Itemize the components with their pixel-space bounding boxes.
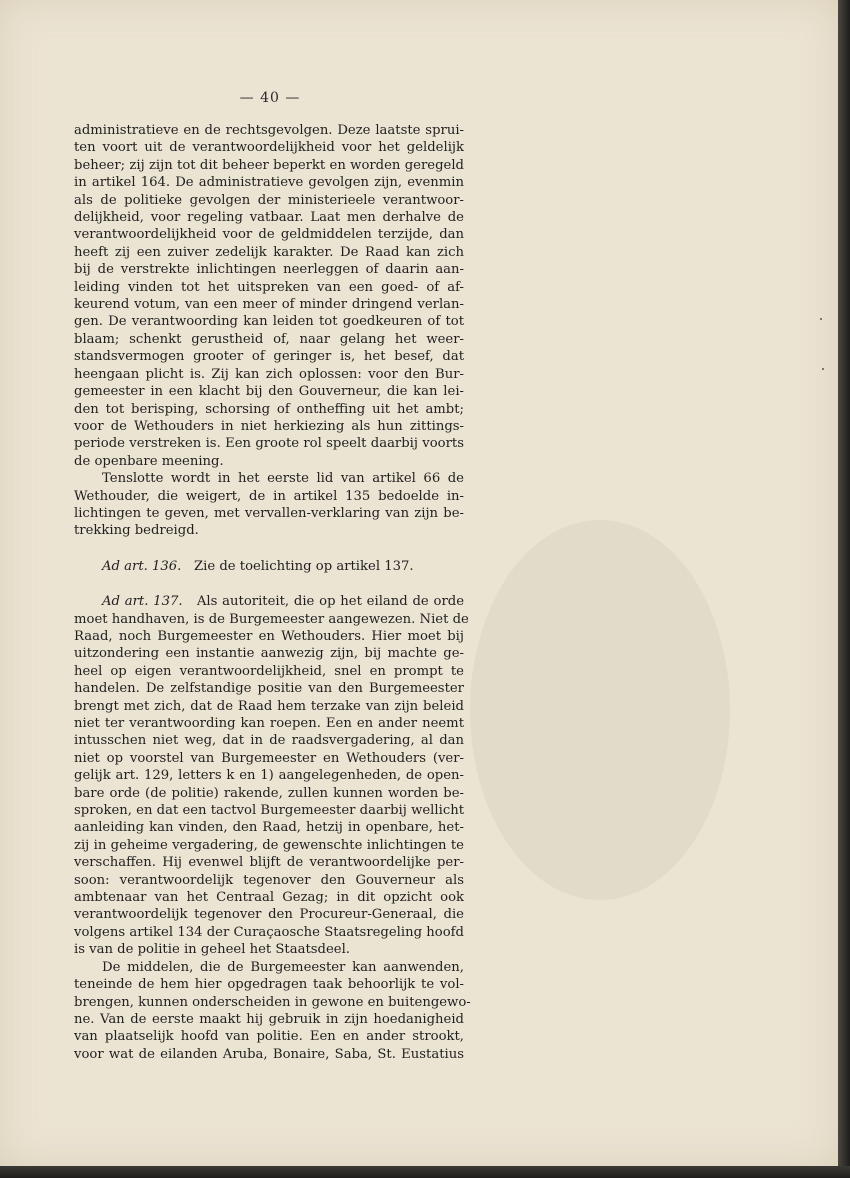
page-edge-bottom [0, 1166, 850, 1178]
text-line: leiding vinden tot het uitspreken van een goed- of af- [74, 279, 464, 295]
paper-speck [822, 368, 824, 370]
text-line: delijkheid, voor regeling vatbaar. Laat men derhalve de [74, 210, 464, 226]
text-line: zij in geheime vergadering, de gewenschte inlichtingen te [74, 837, 464, 853]
text-line: brengen, kunnen onderscheiden in gewone en buitengewo- [74, 994, 471, 1010]
text-line: volgens artikel 134 der Curaçaosche Staatsregeling hoofd [74, 924, 464, 940]
text-line: als de politieke gevolgen der ministerieele verantwoor- [74, 192, 464, 208]
text-line: verantwoordelijk tegenover den Procureur-Generaal, die [74, 907, 464, 923]
paragraph-tenslotte [74, 470, 464, 540]
text-line: brengt met zich, dat de Raad hem terzake van zijn beleid [74, 698, 464, 714]
text-line: aanleiding kan vinden, den Raad, hetzij in openbare, het- [74, 820, 464, 836]
text-line: beheer; zij zijn tot dit beheer beperkt en worden geregeld [74, 157, 464, 173]
text-line: sproken, en dat een tactvol Burgemeester daarbij wellicht [74, 803, 464, 819]
text-line: soon: verantwoordelijk tegenover den Gouverneur als [74, 872, 464, 888]
text-line: bare orde (de politie) rakende, zullen kunnen worden be- [74, 785, 464, 801]
text-line: bij de verstrekte inlichtingen neerleggen of daarin aan- [74, 262, 464, 278]
text-line: gelijk art. 129, letters k en 1) aangelegenheden, de open- [74, 768, 464, 784]
text-line: ambtenaar van het Centraal Gezag; in dit opzicht ook [74, 890, 464, 906]
text-line: heengaan plicht is. Zij kan zich oplossen: voor den Bur- [74, 366, 464, 382]
text-line: den tot berisping, schorsing of ontheffing uit het ambt; [74, 401, 464, 417]
text-line: gen. De verantwoording kan leiden tot goedkeuren of tot [74, 314, 464, 330]
text-line: niet ter verantwoording kan roepen. Een en ander neemt [74, 716, 464, 731]
text-line: De middelen, die de Burgemeester kan aanwenden, [102, 959, 464, 975]
text-line: handelen. De zelfstandige positie van den Burgemeester [74, 681, 464, 697]
text-line: Raad, noch Burgemeester en Wethouders. Hier moet bij [74, 628, 464, 644]
text-line: voor wat de eilanden Aruba, Bonaire, Saba, St. Eustatius [74, 1046, 464, 1062]
page-edge-right [838, 0, 850, 1178]
text-line: heel op eigen verantwoordelijkheid, snel en prompt te [74, 663, 464, 679]
text-line: administratieve en de rechtsgevolgen. Deze laatste sprui- [74, 123, 464, 138]
text-line: van plaatselijk hoofd van politie. Een en ander strookt, [74, 1029, 464, 1045]
text-line: gemeester in een klacht bij den Gouverneur, die kan lei- [74, 384, 464, 400]
text-line: Wethouder, die weigert, de in artikel 135 bedoelde in- [74, 488, 464, 504]
text-line: teneinde de hem hier opgedragen taak behoorlijk te vol- [74, 977, 464, 993]
text-line: heeft zij een zuiver zedelijk karakter. De Raad kan zich [74, 244, 464, 260]
text-line: moet handhaven, is de Burgemeester aangewezen. Niet de [74, 611, 469, 627]
paragraph-middelen [74, 959, 471, 1063]
ad-art-137-first-line [74, 593, 464, 610]
body-text [74, 122, 471, 1063]
page-number: — 40 — [239, 90, 301, 106]
text-line: ne. Van de eerste maakt hij gebruik in zijn hoedanigheid [74, 1011, 464, 1027]
paragraph-ad-art-137 [74, 611, 469, 959]
text-line: ten voort uit de verantwoordelijkheid voor het geldelijk [74, 140, 464, 156]
text-line: niet op voorstel van Burgemeester en Wethouders (ver- [74, 750, 464, 766]
text-line: Tenslotte wordt in het eerste lid van artikel 66 de [102, 471, 464, 487]
ad-art-136-label: Ad art. 136. [102, 558, 182, 574]
text-line: keurend votum, van een meer of minder dringend verlan- [74, 297, 464, 313]
text-line: verantwoordelijkheid voor de geldmiddelen terzijde, dan [74, 227, 464, 243]
text-line: trekking bedreigd. [74, 523, 199, 539]
text-line: standsvermogen grooter of geringer is, het besef, dat [74, 349, 464, 365]
text-line: is van de politie in geheel het Staatsdeel. [74, 942, 350, 958]
text-line: de openbare meening. [74, 453, 224, 469]
ad-art-137-label: Ad art. 137. [102, 594, 183, 610]
paper-speck [820, 318, 822, 320]
text-line: periode verstreken is. Een groote rol speelt daarbij voorts [74, 436, 464, 452]
text-line: voor de Wethouders in niet herkiezing als hun zittings- [74, 418, 464, 434]
text-line: intusschen niet weg, dat in de raadsvergadering, al dan [74, 733, 464, 749]
ad-art-136 [74, 558, 464, 575]
ad-art-137-text: Als autoriteit, die op het eiland de orde [196, 594, 464, 610]
ad-art-136-text: Zie de toelichting op artikel 137. [193, 558, 414, 574]
text-line: lichtingen te geven, met vervallen-verklaring van zijn be- [74, 505, 464, 521]
text-line: verschaffen. Hij evenwel blijft de verantwoordelijke per- [74, 855, 464, 871]
text-line: in artikel 164. De administratieve gevolgen zijn, evenmin [74, 175, 464, 191]
paper-stain [470, 520, 730, 900]
text-line: uitzondering een instantie aanwezig zijn, bij machte ge- [74, 646, 464, 662]
text-line: blaam; schenkt gerustheid of, naar gelang het weer- [74, 331, 464, 347]
paragraph-verantwoordelijkheid [74, 122, 464, 470]
